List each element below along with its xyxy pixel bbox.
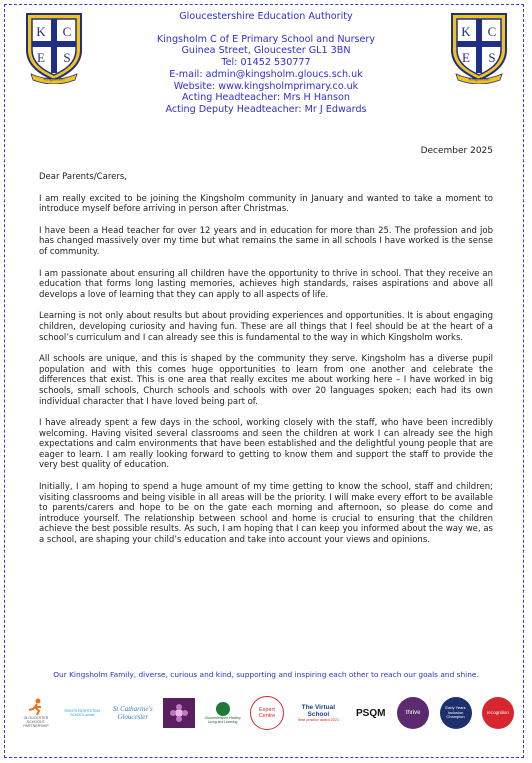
thrive-logo [395, 695, 431, 731]
paragraph: I have already spent a few days in the school, working closely with the staff, who have been incredibly welcoming. Having visited several classrooms and seen the children at work I can already see the high expectations and calm environments that have been established and the delightful young people that are eager to learn. I am really looking forward to getting to know them and support the staff to provide the very best quality of education. [39, 418, 493, 471]
logo-sublabel: Best practice award 2023 [298, 718, 339, 722]
logo-label: PSQM [356, 707, 386, 719]
paragraph: All schools are unique, and this is shaped by the community they serve. Kingsholm has a diverse pupil population and with this comes huge opportunities to learn from one another and celebrate the differences that exist. This is one area that really excites me about working here – I have worked in big schools, small schools, Church schools and schools with over 20 languages spoken; each had its own individual character that I have loved being part of. [39, 354, 493, 407]
running-figure-icon [26, 698, 46, 716]
crest-letter-s: S [63, 50, 71, 65]
logo-label: Expert Centre [250, 696, 284, 730]
greeting: Dear Parents/Carers, [39, 172, 127, 182]
crest-letter-c: C [487, 24, 497, 39]
crest-letter-k: K [36, 24, 46, 39]
st-catharines-logo [109, 695, 157, 731]
paragraph: I am really excited to be joining the Kingsholm community in January and wanted to take a moment to introduce myself before arriving in person after Christmas. [39, 193, 493, 215]
logo-label: Gloucestershire Healthy Living and Learning [204, 716, 241, 724]
logo-label: Early Years Inclusion Champion [440, 697, 472, 729]
school-email-link[interactable]: E-mail: admin@kingsholm.gloucs.sch.uk [169, 68, 363, 80]
logo-label: thrive [397, 697, 429, 729]
school-crest-left [23, 10, 85, 84]
logo-label: recognition [482, 697, 514, 729]
psqm-logo [353, 695, 389, 731]
unicef-logo [62, 695, 102, 731]
acting-deputy-headteacher: Acting Deputy Headteacher: Mr J Edwards [165, 103, 367, 115]
school-address: Guinea Street, Gloucester GL1 3BN [181, 45, 351, 57]
school-name: Kingsholm C of E Primary School and Nursery [156, 33, 376, 45]
accreditation-logos [16, 693, 516, 733]
paragraph: Learning is not only about results but about providing experiences and opportunities. It is about engaging children, developing curiosity and having fun. These are all things that I feel should be at the heart of a school’s curriculum and I can already see this is fundamental to the way in which Kingsholm works. [39, 311, 493, 343]
logo-label: GLOUCESTER SCHOOLS' PARTNERSHIP [23, 716, 49, 728]
gloucestershire-healthy-living-logo [202, 695, 244, 731]
early-years-inclusion-logo [438, 695, 474, 731]
flower-icon [169, 703, 189, 723]
paragraph: I am passionate about ensuring all children have the opportunity to thrive in school. That they receive an education that forms long lasting memories, achieves high standards, raises aspirations and above all develops a love of learning that they can apply to all aspects of life. [39, 268, 493, 300]
purple-school-logo [163, 698, 195, 728]
expert-centre-logo [250, 695, 284, 731]
gloucester-schools-partnership-logo [16, 695, 56, 731]
logo-label: St Catharine's Gloucester [112, 705, 153, 721]
school-telephone: Tel: 01452 530777 [221, 57, 311, 69]
authority-name: Gloucestershire Education Authority [179, 11, 353, 22]
school-motto: Our Kingsholm Family, diverse, curious and kind, supporting and inspiring each other to reach our goals and shine. [53, 670, 479, 679]
letter-date: December 2025 [420, 146, 493, 156]
logo-label: The Virtual School [301, 704, 336, 718]
recognition-logo [480, 695, 516, 731]
paragraph: Initially, I am hoping to spend a huge amount of my time getting to know the school, staff and children; visiting classrooms and being visible in all areas will be the priority. I will make every effort to be available to parents/carers and hope to be on the gate each morning and afternoon, so please do come and introduce yourself. The relationship between school and home is crucial to ensuring that the children achieve the best possible results. As such, I am hoping that I can keep you informed about the way we, as a school, are shaping your child’s education and take into account your views and opinions. [39, 482, 493, 546]
crest-banner: Kingsholm [468, 76, 490, 82]
crest-letter-c: C [62, 24, 72, 39]
letterhead [120, 11, 412, 116]
crest-letter-k: K [461, 24, 471, 39]
logo-label: RIGHTS RESPECTING SCHOOL unicef [64, 709, 101, 717]
letter-body [39, 172, 493, 557]
crest-letter-e: E [37, 50, 45, 65]
school-crest-right [448, 10, 510, 84]
leaf-icon [216, 702, 230, 716]
school-website-link[interactable]: Website: www.kingsholmprimary.co.uk [173, 80, 359, 92]
virtual-school-logo [290, 695, 346, 731]
crest-banner: Kingsholm [43, 76, 65, 82]
paragraph: I have been a Head teacher for over 12 years and in education for more than 25. The profession and job has changed massively over my time but what remains the same in all schools I have worked is the sense of community. [39, 225, 493, 257]
crest-letter-s: S [488, 50, 496, 65]
crest-letter-e: E [462, 50, 470, 65]
acting-headteacher: Acting Headteacher: Mrs H Hanson [182, 92, 350, 104]
